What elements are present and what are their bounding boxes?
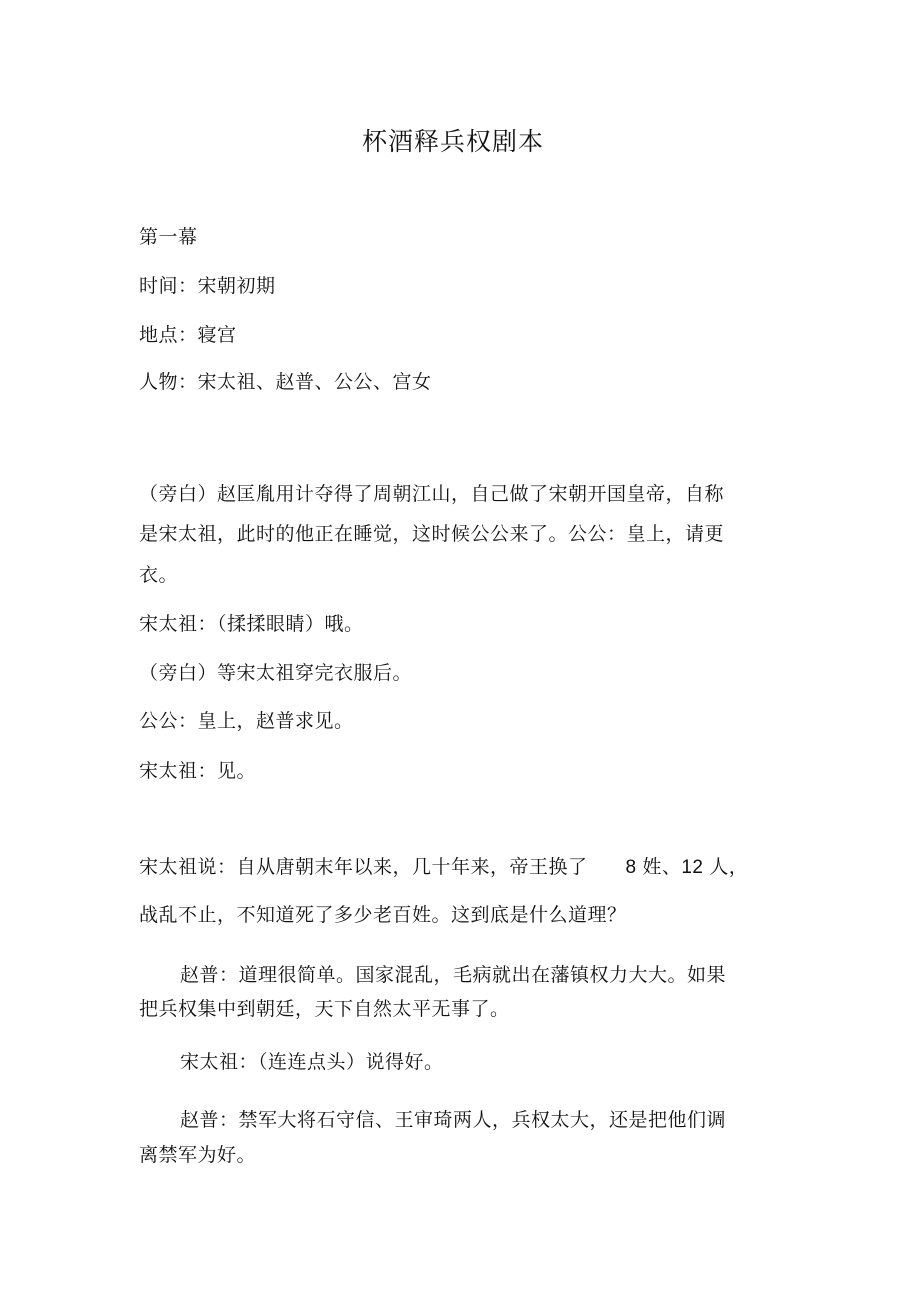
dialogue-text-numbers: 8 姓、12 人， — [625, 857, 749, 878]
dialogue-text: 宋太祖说：自从唐朝末年以来，几十年来，帝王换了 — [139, 856, 588, 878]
dialogue-line — [139, 852, 748, 879]
place-line: 地点：寝宫 — [139, 324, 237, 346]
dialogue-line: 宋太祖：见。 — [139, 760, 257, 782]
time-line: 时间：宋朝初期 — [139, 275, 276, 297]
dialogue-line: 离禁军为好。 — [139, 1144, 257, 1166]
narration-line: （旁白）等宋太祖穿完衣服后。 — [139, 662, 413, 684]
act-heading: 第一幕 — [139, 226, 198, 248]
dialogue-line: 赵普：道理很简单。国家混乱，毛病就出在藩镇权力大大。如果 — [180, 964, 727, 986]
page-title: 杯酒释兵权剧本 — [361, 127, 544, 156]
dialogue-line: 赵普：禁军大将石守信、王审琦两人，兵权太大，还是把他们调 — [180, 1109, 727, 1131]
dialogue-line: 把兵权集中到朝廷，天下自然太平无事了。 — [139, 998, 510, 1020]
narration-line-1: （旁白）赵匡胤用计夺得了周朝江山，自己做了宋朝开国皇帝，自称 — [139, 483, 725, 505]
narration-line-3: 衣。 — [139, 564, 179, 586]
narration-line-2: 是宋太祖，此时的他正在睡觉，这时候公公来了。公公：皇上，请更 — [139, 523, 725, 545]
dialogue-line: 战乱不止，不知道死了多少老百姓。这到底是什么道理？ — [139, 904, 627, 926]
dialogue-line: 宋太祖：（连连点头）说得好。 — [180, 1051, 444, 1073]
dialogue-line: 公公：皇上，赵普求见。 — [139, 710, 354, 732]
characters-line: 人物：宋太祖、赵普、公公、宫女 — [139, 371, 432, 393]
dialogue-line: 宋太祖：（揉揉眼睛）哦。 — [139, 613, 364, 635]
